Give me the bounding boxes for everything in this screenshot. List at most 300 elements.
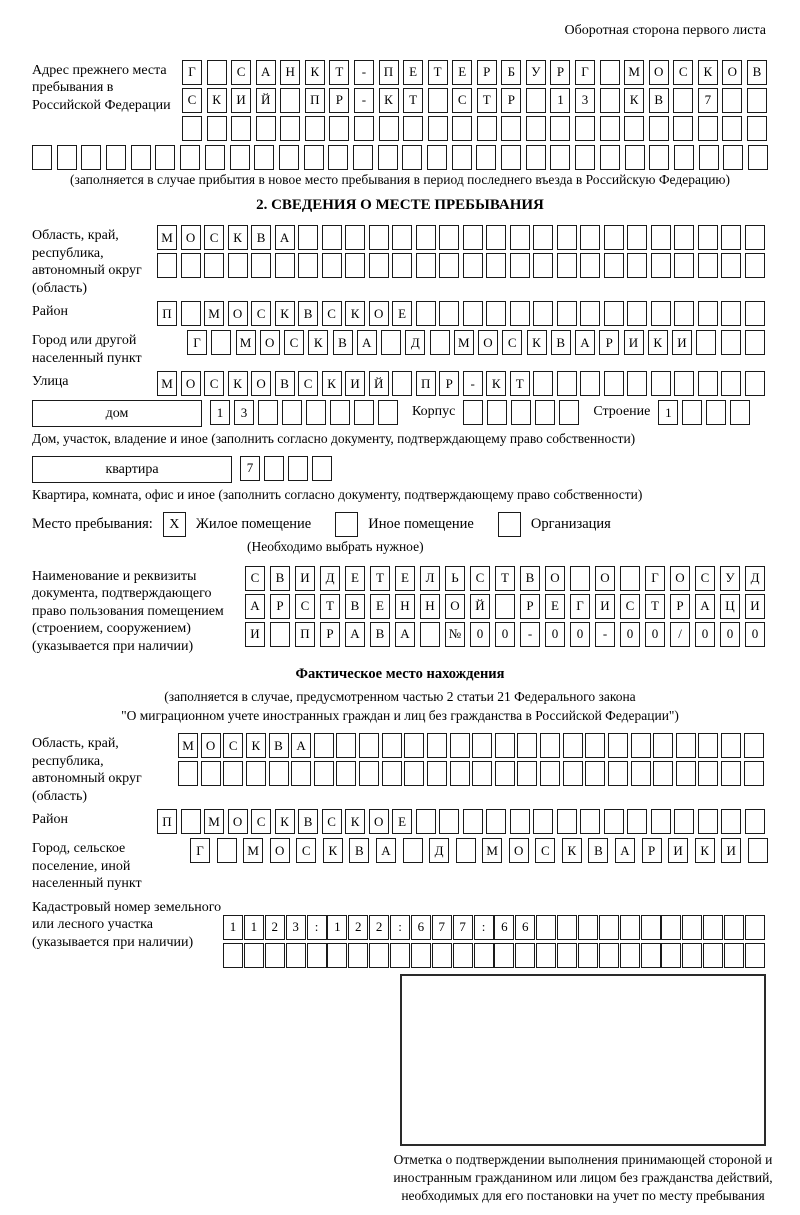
char-cell[interactable] (456, 838, 476, 863)
char-cell[interactable]: А (376, 838, 396, 863)
char-cell[interactable] (526, 88, 546, 113)
char-cell[interactable] (354, 400, 374, 425)
char-cell[interactable]: С (695, 566, 715, 591)
char-cell[interactable]: В (275, 371, 295, 396)
char-cell[interactable] (673, 88, 693, 113)
char-cell[interactable] (724, 943, 744, 968)
dom-field-box[interactable]: дом (32, 400, 202, 427)
char-cell[interactable] (674, 371, 694, 396)
char-cell[interactable] (651, 253, 671, 278)
char-cell[interactable] (721, 301, 741, 326)
char-cell[interactable] (495, 594, 515, 619)
char-cell[interactable]: Р (520, 594, 540, 619)
char-cell[interactable]: А (695, 594, 715, 619)
char-cell[interactable]: Е (370, 594, 390, 619)
char-cell[interactable] (674, 809, 694, 834)
char-cell[interactable]: К (562, 838, 582, 863)
char-cell[interactable] (604, 225, 624, 250)
char-cell[interactable] (258, 400, 278, 425)
char-cell[interactable] (608, 761, 628, 786)
char-cell[interactable]: С (284, 330, 304, 355)
char-cell[interactable] (745, 943, 765, 968)
char-cell[interactable] (674, 225, 694, 250)
char-cell[interactable]: У (720, 566, 740, 591)
char-cell[interactable] (428, 88, 448, 113)
char-cell[interactable]: К (275, 301, 295, 326)
char-cell[interactable] (131, 145, 151, 170)
char-cell[interactable] (510, 253, 530, 278)
char-cell[interactable] (254, 145, 274, 170)
char-cell[interactable] (653, 761, 673, 786)
char-cell[interactable] (353, 145, 373, 170)
char-cell[interactable] (526, 145, 546, 170)
char-cell[interactable] (182, 116, 202, 141)
char-cell[interactable]: О (509, 838, 529, 863)
char-cell[interactable] (453, 943, 473, 968)
char-cell[interactable] (32, 145, 52, 170)
char-cell[interactable]: С (298, 371, 318, 396)
char-cell[interactable]: С (470, 566, 490, 591)
char-cell[interactable] (404, 733, 424, 758)
char-cell[interactable]: И (345, 371, 365, 396)
char-cell[interactable]: С (204, 371, 224, 396)
char-cell[interactable] (600, 88, 620, 113)
char-cell[interactable] (510, 301, 530, 326)
char-cell[interactable]: В (588, 838, 608, 863)
char-cell[interactable]: А (575, 330, 595, 355)
char-cell[interactable]: А (275, 225, 295, 250)
char-cell[interactable]: А (395, 622, 415, 647)
char-cell[interactable]: О (670, 566, 690, 591)
char-cell[interactable]: В (551, 330, 571, 355)
char-cell[interactable] (533, 809, 553, 834)
char-cell[interactable]: К (486, 371, 506, 396)
char-cell[interactable] (181, 301, 201, 326)
char-cell[interactable]: М (157, 225, 177, 250)
char-cell[interactable] (745, 225, 765, 250)
char-cell[interactable] (275, 253, 295, 278)
char-cell[interactable]: Т (645, 594, 665, 619)
char-cell[interactable] (600, 116, 620, 141)
char-cell[interactable] (730, 400, 750, 425)
char-cell[interactable] (600, 60, 620, 85)
char-cell[interactable] (264, 456, 284, 481)
char-cell[interactable]: О (595, 566, 615, 591)
char-cell[interactable]: Ь (445, 566, 465, 591)
char-cell[interactable]: С (620, 594, 640, 619)
char-cell[interactable]: Е (392, 301, 412, 326)
char-cell[interactable] (620, 943, 640, 968)
char-cell[interactable]: Ц (720, 594, 740, 619)
char-cell[interactable] (359, 733, 379, 758)
char-cell[interactable] (698, 371, 718, 396)
char-cell[interactable] (674, 253, 694, 278)
char-cell[interactable]: К (228, 371, 248, 396)
char-cell[interactable]: В (345, 594, 365, 619)
char-cell[interactable] (696, 330, 716, 355)
char-cell[interactable] (557, 225, 577, 250)
char-cell[interactable] (180, 145, 200, 170)
char-cell[interactable] (745, 371, 765, 396)
char-cell[interactable] (463, 400, 483, 425)
char-cell[interactable]: 6 (494, 915, 514, 940)
char-cell[interactable] (651, 225, 671, 250)
char-cell[interactable] (517, 761, 537, 786)
char-cell[interactable]: 2 (369, 915, 389, 940)
char-cell[interactable] (477, 116, 497, 141)
char-cell[interactable] (452, 145, 472, 170)
char-cell[interactable]: В (298, 301, 318, 326)
char-cell[interactable] (328, 145, 348, 170)
char-cell[interactable] (486, 301, 506, 326)
char-cell[interactable] (627, 225, 647, 250)
char-cell[interactable]: А (357, 330, 377, 355)
char-cell[interactable] (608, 733, 628, 758)
char-cell[interactable] (653, 733, 673, 758)
char-cell[interactable]: Е (403, 60, 423, 85)
char-cell[interactable] (329, 116, 349, 141)
char-cell[interactable] (432, 943, 452, 968)
char-cell[interactable] (427, 145, 447, 170)
char-cell[interactable] (345, 253, 365, 278)
char-cell[interactable]: В (349, 838, 369, 863)
char-cell[interactable]: - (520, 622, 540, 647)
char-cell[interactable]: Р (439, 371, 459, 396)
char-cell[interactable] (721, 809, 741, 834)
char-cell[interactable] (575, 145, 595, 170)
char-cell[interactable]: П (157, 809, 177, 834)
char-cell[interactable] (651, 371, 671, 396)
char-cell[interactable]: Н (395, 594, 415, 619)
char-cell[interactable] (631, 761, 651, 786)
char-cell[interactable]: Р (320, 622, 340, 647)
char-cell[interactable]: С (231, 60, 251, 85)
char-cell[interactable]: М (157, 371, 177, 396)
char-cell[interactable] (599, 943, 619, 968)
char-cell[interactable] (495, 733, 515, 758)
char-cell[interactable] (217, 838, 237, 863)
char-cell[interactable] (382, 733, 402, 758)
char-cell[interactable]: Р (477, 60, 497, 85)
char-cell[interactable] (307, 943, 327, 968)
char-cell[interactable]: В (370, 622, 390, 647)
char-cell[interactable]: Н (280, 60, 300, 85)
char-cell[interactable]: О (545, 566, 565, 591)
char-cell[interactable]: К (228, 225, 248, 250)
char-cell[interactable] (721, 371, 741, 396)
char-cell[interactable]: В (649, 88, 669, 113)
char-cell[interactable] (501, 116, 521, 141)
char-cell[interactable] (439, 809, 459, 834)
char-cell[interactable] (181, 809, 201, 834)
char-cell[interactable]: С (251, 301, 271, 326)
char-cell[interactable]: С (295, 594, 315, 619)
char-cell[interactable] (557, 253, 577, 278)
char-cell[interactable] (578, 915, 598, 940)
char-cell[interactable]: К (345, 301, 365, 326)
char-cell[interactable]: К (345, 809, 365, 834)
char-cell[interactable]: К (698, 60, 718, 85)
char-cell[interactable] (604, 809, 624, 834)
char-cell[interactable] (369, 943, 389, 968)
char-cell[interactable] (674, 301, 694, 326)
char-cell[interactable] (231, 116, 251, 141)
char-cell[interactable]: А (291, 733, 311, 758)
char-cell[interactable] (416, 225, 436, 250)
char-cell[interactable]: П (295, 622, 315, 647)
char-cell[interactable] (486, 225, 506, 250)
char-cell[interactable]: В (270, 566, 290, 591)
char-cell[interactable]: П (305, 88, 325, 113)
char-cell[interactable] (649, 145, 669, 170)
char-cell[interactable] (649, 116, 669, 141)
char-cell[interactable] (747, 116, 767, 141)
char-cell[interactable] (515, 943, 535, 968)
char-cell[interactable]: Р (599, 330, 619, 355)
char-cell[interactable] (698, 225, 718, 250)
char-cell[interactable] (298, 225, 318, 250)
char-cell[interactable] (575, 116, 595, 141)
char-cell[interactable] (280, 88, 300, 113)
char-cell[interactable]: В (251, 225, 271, 250)
char-cell[interactable]: С (452, 88, 472, 113)
checkbox-inoe-pomeshchenie[interactable] (335, 512, 358, 537)
char-cell[interactable] (269, 761, 289, 786)
char-cell[interactable] (244, 943, 264, 968)
char-cell[interactable] (676, 733, 696, 758)
char-cell[interactable] (557, 943, 577, 968)
char-cell[interactable] (661, 943, 681, 968)
char-cell[interactable] (354, 116, 374, 141)
char-cell[interactable]: Т (320, 594, 340, 619)
char-cell[interactable]: С (204, 225, 224, 250)
char-cell[interactable] (747, 88, 767, 113)
char-cell[interactable] (430, 330, 450, 355)
char-cell[interactable]: А (345, 622, 365, 647)
char-cell[interactable] (744, 761, 764, 786)
char-cell[interactable] (378, 400, 398, 425)
char-cell[interactable] (322, 225, 342, 250)
char-cell[interactable]: В (269, 733, 289, 758)
char-cell[interactable] (550, 116, 570, 141)
char-cell[interactable]: Е (545, 594, 565, 619)
char-cell[interactable] (517, 733, 537, 758)
char-cell[interactable]: А (245, 594, 265, 619)
char-cell[interactable]: 1 (327, 915, 347, 940)
char-cell[interactable]: М (243, 838, 263, 863)
char-cell[interactable]: К (323, 838, 343, 863)
char-cell[interactable] (288, 456, 308, 481)
char-cell[interactable]: М (624, 60, 644, 85)
char-cell[interactable]: С (535, 838, 555, 863)
char-cell[interactable] (312, 456, 332, 481)
char-cell[interactable]: И (624, 330, 644, 355)
char-cell[interactable] (557, 915, 577, 940)
char-cell[interactable]: Д (320, 566, 340, 591)
char-cell[interactable] (625, 145, 645, 170)
char-cell[interactable] (723, 145, 743, 170)
char-cell[interactable] (585, 761, 605, 786)
char-cell[interactable] (427, 761, 447, 786)
char-cell[interactable]: Г (645, 566, 665, 591)
char-cell[interactable]: К (322, 371, 342, 396)
char-cell[interactable] (392, 253, 412, 278)
char-cell[interactable] (501, 145, 521, 170)
char-cell[interactable] (379, 116, 399, 141)
char-cell[interactable] (330, 400, 350, 425)
char-cell[interactable] (402, 145, 422, 170)
char-cell[interactable]: - (354, 60, 374, 85)
char-cell[interactable] (450, 733, 470, 758)
char-cell[interactable]: 1 (550, 88, 570, 113)
char-cell[interactable]: С (182, 88, 202, 113)
char-cell[interactable] (604, 371, 624, 396)
char-cell[interactable]: О (369, 301, 389, 326)
char-cell[interactable] (604, 301, 624, 326)
char-cell[interactable] (270, 622, 290, 647)
char-cell[interactable]: 7 (698, 88, 718, 113)
char-cell[interactable] (631, 733, 651, 758)
char-cell[interactable] (536, 943, 556, 968)
char-cell[interactable]: Р (642, 838, 662, 863)
char-cell[interactable] (745, 915, 765, 940)
char-cell[interactable]: М (178, 733, 198, 758)
char-cell[interactable] (745, 809, 765, 834)
char-cell[interactable]: - (595, 622, 615, 647)
char-cell[interactable]: № (445, 622, 465, 647)
char-cell[interactable] (721, 733, 741, 758)
char-cell[interactable]: В (298, 809, 318, 834)
char-cell[interactable] (510, 809, 530, 834)
char-cell[interactable]: Н (420, 594, 440, 619)
char-cell[interactable]: 6 (515, 915, 535, 940)
char-cell[interactable] (336, 761, 356, 786)
char-cell[interactable] (698, 809, 718, 834)
char-cell[interactable] (246, 761, 266, 786)
char-cell[interactable] (416, 253, 436, 278)
char-cell[interactable] (304, 145, 324, 170)
checkbox-zhiloe-pomeshchenie[interactable]: X (163, 512, 186, 537)
char-cell[interactable] (463, 301, 483, 326)
char-cell[interactable] (535, 400, 555, 425)
char-cell[interactable] (282, 400, 302, 425)
char-cell[interactable] (487, 400, 507, 425)
char-cell[interactable] (251, 253, 271, 278)
char-cell[interactable]: И (668, 838, 688, 863)
char-cell[interactable] (651, 301, 671, 326)
char-cell[interactable] (205, 145, 225, 170)
char-cell[interactable]: И (295, 566, 315, 591)
char-cell[interactable]: М (482, 838, 502, 863)
char-cell[interactable]: С (322, 809, 342, 834)
char-cell[interactable]: П (379, 60, 399, 85)
char-cell[interactable]: : (390, 915, 410, 940)
char-cell[interactable] (381, 330, 401, 355)
char-cell[interactable] (291, 761, 311, 786)
char-cell[interactable]: 2 (265, 915, 285, 940)
char-cell[interactable] (378, 145, 398, 170)
char-cell[interactable] (620, 915, 640, 940)
char-cell[interactable]: М (454, 330, 474, 355)
char-cell[interactable] (722, 116, 742, 141)
char-cell[interactable] (699, 145, 719, 170)
char-cell[interactable] (703, 943, 723, 968)
char-cell[interactable] (580, 809, 600, 834)
char-cell[interactable]: 3 (575, 88, 595, 113)
char-cell[interactable]: О (649, 60, 669, 85)
char-cell[interactable]: А (615, 838, 635, 863)
char-cell[interactable]: Л (420, 566, 440, 591)
char-cell[interactable] (57, 145, 77, 170)
char-cell[interactable]: О (478, 330, 498, 355)
char-cell[interactable]: Р (670, 594, 690, 619)
char-cell[interactable] (359, 761, 379, 786)
char-cell[interactable] (392, 371, 412, 396)
char-cell[interactable]: К (695, 838, 715, 863)
char-cell[interactable]: С (322, 301, 342, 326)
char-cell[interactable]: О (270, 838, 290, 863)
char-cell[interactable]: Г (190, 838, 210, 863)
char-cell[interactable] (305, 116, 325, 141)
char-cell[interactable] (651, 809, 671, 834)
char-cell[interactable] (228, 253, 248, 278)
char-cell[interactable]: П (416, 371, 436, 396)
char-cell[interactable]: О (251, 371, 271, 396)
char-cell[interactable]: Й (256, 88, 276, 113)
char-cell[interactable] (510, 225, 530, 250)
char-cell[interactable] (703, 915, 723, 940)
char-cell[interactable]: М (204, 301, 224, 326)
char-cell[interactable]: Т (510, 371, 530, 396)
char-cell[interactable]: - (463, 371, 483, 396)
char-cell[interactable]: : (307, 915, 327, 940)
char-cell[interactable] (533, 301, 553, 326)
char-cell[interactable] (580, 371, 600, 396)
char-cell[interactable]: С (502, 330, 522, 355)
char-cell[interactable]: 0 (620, 622, 640, 647)
char-cell[interactable] (706, 400, 726, 425)
char-cell[interactable]: Т (403, 88, 423, 113)
char-cell[interactable] (533, 225, 553, 250)
char-cell[interactable] (745, 301, 765, 326)
char-cell[interactable]: 3 (286, 915, 306, 940)
char-cell[interactable] (345, 225, 365, 250)
char-cell[interactable] (682, 915, 702, 940)
char-cell[interactable] (420, 622, 440, 647)
char-cell[interactable]: Й (470, 594, 490, 619)
char-cell[interactable]: В (520, 566, 540, 591)
char-cell[interactable] (369, 225, 389, 250)
char-cell[interactable] (279, 145, 299, 170)
char-cell[interactable]: Р (501, 88, 521, 113)
char-cell[interactable] (540, 761, 560, 786)
char-cell[interactable]: О (201, 733, 221, 758)
char-cell[interactable] (181, 253, 201, 278)
char-cell[interactable] (486, 253, 506, 278)
char-cell[interactable] (178, 761, 198, 786)
char-cell[interactable]: А (256, 60, 276, 85)
char-cell[interactable]: Е (395, 566, 415, 591)
char-cell[interactable]: 0 (570, 622, 590, 647)
char-cell[interactable]: 7 (453, 915, 473, 940)
char-cell[interactable]: Й (369, 371, 389, 396)
char-cell[interactable] (624, 116, 644, 141)
char-cell[interactable]: С (673, 60, 693, 85)
char-cell[interactable]: Е (345, 566, 365, 591)
char-cell[interactable]: С (251, 809, 271, 834)
char-cell[interactable] (314, 761, 334, 786)
char-cell[interactable] (721, 253, 741, 278)
